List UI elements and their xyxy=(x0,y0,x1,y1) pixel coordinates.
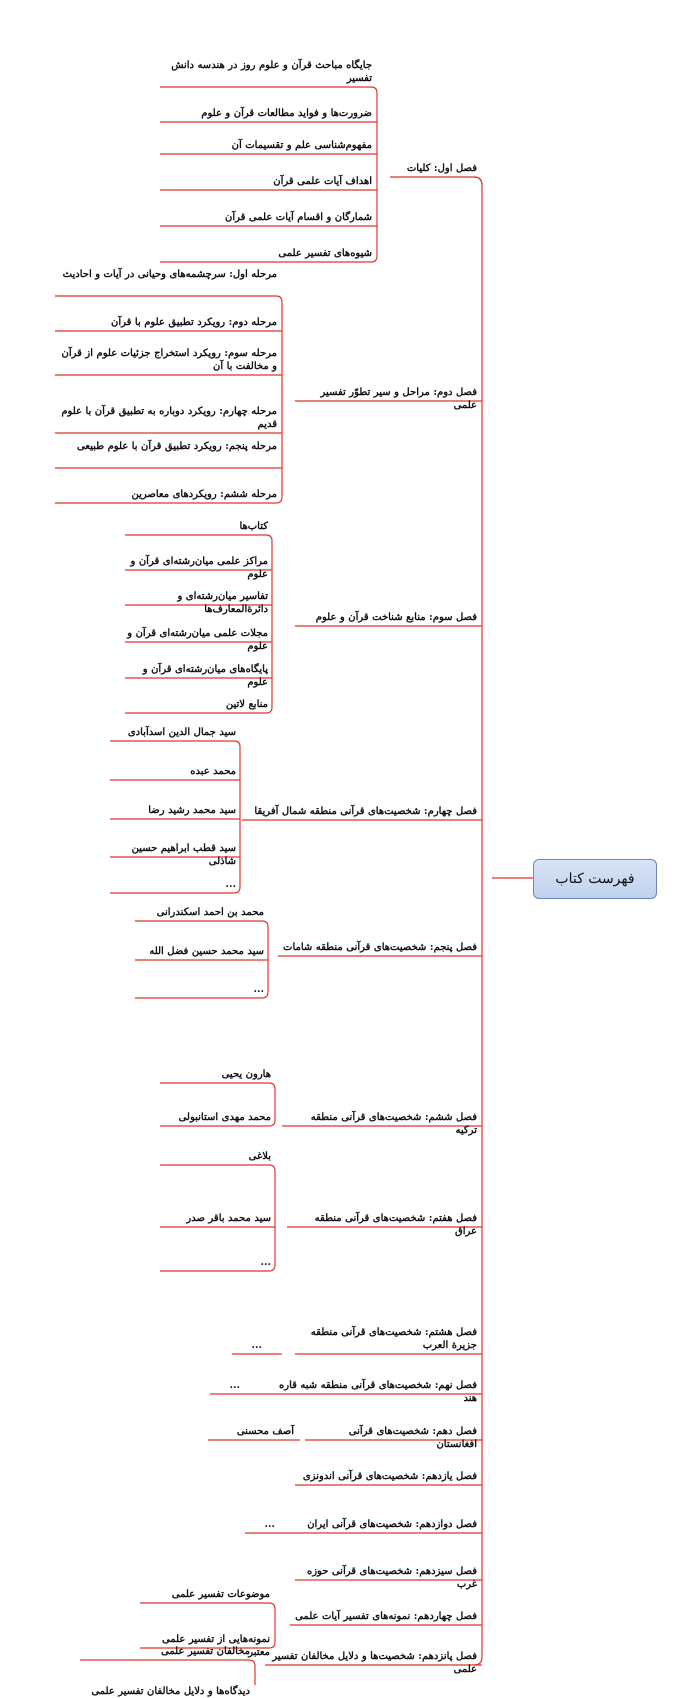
topic-label[interactable]: مفهوم‌شناسی علم و تقسیمات آن xyxy=(231,140,372,151)
topic-label[interactable]: شیوه‌های تفسیر علمی xyxy=(278,248,372,259)
topic-label[interactable]: مرحله اول: سرچشمه‌های وحیانی در آیات و احادیث xyxy=(62,269,277,280)
topic-label[interactable]: مرحله سوم: رویکرد استخراج جزئیات علوم از قرآن و مخالفت با آن xyxy=(61,348,277,372)
connector-curve xyxy=(110,741,240,747)
topic-label[interactable]: مرحله ششم: رویکردهای معاصرین xyxy=(131,489,277,500)
topic-label[interactable]: سید محمد حسین فضل الله xyxy=(149,946,264,957)
connector-curve xyxy=(135,921,268,927)
chapter-label[interactable]: فصل نهم: شخصیت‌های قرآنی منطقه شبه قاره هند xyxy=(279,1380,477,1404)
chapter-label[interactable]: فصل هشتم: شخصیت‌های قرآنی منطقه جزیرة العرب xyxy=(310,1327,477,1351)
connector-curve xyxy=(474,177,482,185)
topic-label[interactable]: سید جمال الدین اسدآبادی xyxy=(127,727,236,738)
topic-label[interactable]: سید محمد رشید رضا xyxy=(148,805,236,816)
topic-label[interactable]: شمارگان و اقسام آیات علمی قرآن xyxy=(225,212,372,223)
chapter-label[interactable]: فصل دوم: مراحل و سیر تطوّر تفسیر علمی xyxy=(320,387,477,411)
root-node-label: فهرست کتاب xyxy=(555,871,635,887)
connector-curve xyxy=(140,1603,275,1609)
topic-label[interactable]: مخالفان تفسیر علمی xyxy=(160,1646,250,1657)
topic-label[interactable]: ... xyxy=(225,879,236,890)
topic-label[interactable]: محمد مهدی استانبولی xyxy=(178,1112,271,1123)
topic-label[interactable]: محمد عبده xyxy=(190,766,236,777)
topic-label[interactable]: پایگاه‌های میان‌رشته‌ای قرآن و علوم xyxy=(142,664,268,688)
topic-label[interactable]: هارون یحیی xyxy=(221,1069,271,1080)
topic-label[interactable]: ... xyxy=(260,1257,271,1268)
chapter-label[interactable]: فصل هفتم: شخصیت‌های قرآنی منطقه عراق xyxy=(314,1213,477,1237)
topic-label[interactable]: تفاسیر میان‌رشته‌ای و دائرةالمعارف‌ها xyxy=(177,591,268,615)
topic-label[interactable]: آصف محسنی xyxy=(236,1426,294,1437)
topic-label[interactable]: ضرورت‌ها و فواید مطالعات قرآن و علوم xyxy=(201,108,372,119)
topic-label[interactable]: اهداف آیات علمی قرآن xyxy=(273,176,372,187)
chapter-label[interactable]: فصل یازدهم: شخصیت‌های قرآنی اندونزی xyxy=(302,1471,477,1482)
connector-curve xyxy=(55,296,282,302)
topic-label[interactable]: بلاغی xyxy=(248,1151,271,1162)
topic-label[interactable]: ... xyxy=(264,1519,275,1530)
topic-label[interactable]: ... xyxy=(253,984,264,995)
topic-label[interactable]: مرحله پنجم: رویکرد تطبیق قرآن با علوم طبیعی xyxy=(76,441,277,452)
chapter-label[interactable]: فصل دهم: شخصیت‌های قرآنی افغانستان xyxy=(348,1426,477,1450)
topic-label[interactable]: جایگاه مباحث قرآن و علوم روز در هندسه دانش تفسیر xyxy=(171,60,372,84)
chapter-label[interactable]: فصل اول: کلیات xyxy=(406,163,477,174)
topic-label[interactable]: کتاب‌ها xyxy=(239,521,268,532)
topic-label[interactable]: منابع لاتین xyxy=(225,699,268,710)
chapter-label[interactable]: فصل پانزدهم: شخصیت‌ها و دلایل مخالفان تفسیر علمی xyxy=(272,1651,477,1675)
connector-curve xyxy=(390,177,482,185)
chapter-label[interactable]: فصل سوم: منابع شناخت قرآن و علوم xyxy=(315,612,477,623)
connector-curve xyxy=(160,87,377,93)
chapter-label[interactable]: فصل چهارم: شخصیت‌های قرآنی منطقه شمال آفریقا xyxy=(254,806,477,817)
connector-curve xyxy=(160,1165,275,1171)
topic-label[interactable]: مرحله دوم: رویکرد تطبیق علوم با قرآن xyxy=(111,317,277,328)
topic-label[interactable]: سید محمد باقر صدر xyxy=(186,1213,271,1224)
chapter-label[interactable]: فصل دوازدهم: شخصیت‌های قرآنی ایران xyxy=(307,1519,477,1530)
connector-curve xyxy=(160,1083,275,1089)
topic-label[interactable]: دیدگاه‌ها و دلایل مخالفان تفسیر علمی xyxy=(91,1686,250,1697)
topic-label[interactable]: سید قطب ابراهیم حسین شاذلی xyxy=(131,843,236,867)
topic-label[interactable]: مجلات علمی میان‌رشته‌ای قرآن و علوم xyxy=(127,628,268,652)
chapter-label[interactable]: فصل پنجم: شخصیت‌های قرآنی منطقه شامات xyxy=(283,942,477,953)
topic-label[interactable]: نمونه‌هایی از تفسیر علمی معتبر xyxy=(161,1634,270,1658)
chapter-label[interactable]: فصل سیزدهم: شخصیت‌های قرآنی حوزه غرب xyxy=(306,1566,477,1590)
topic-label[interactable]: موضوعات تفسیر علمی xyxy=(171,1589,270,1600)
chapter-label[interactable]: فصل چهاردهم: نمونه‌های تفسیر آیات علمی xyxy=(295,1611,477,1622)
connector-curve xyxy=(125,535,272,541)
topic-label[interactable]: ... xyxy=(229,1380,240,1391)
topic-label[interactable]: محمد بن احمد اسکندرانی xyxy=(156,907,264,918)
connector-curve xyxy=(80,1660,255,1666)
topic-label[interactable]: ... xyxy=(251,1340,262,1351)
topic-label[interactable]: مراکز علمی میان‌رشته‌ای قرآن و علوم xyxy=(130,556,268,580)
chapter-label[interactable]: فصل ششم: شخصیت‌های قرآنی منطقه ترکیه xyxy=(310,1112,477,1136)
topic-label[interactable]: مرحله چهارم: رویکرد دوباره به تطبیق قرآن با علوم قدیم xyxy=(61,406,277,430)
